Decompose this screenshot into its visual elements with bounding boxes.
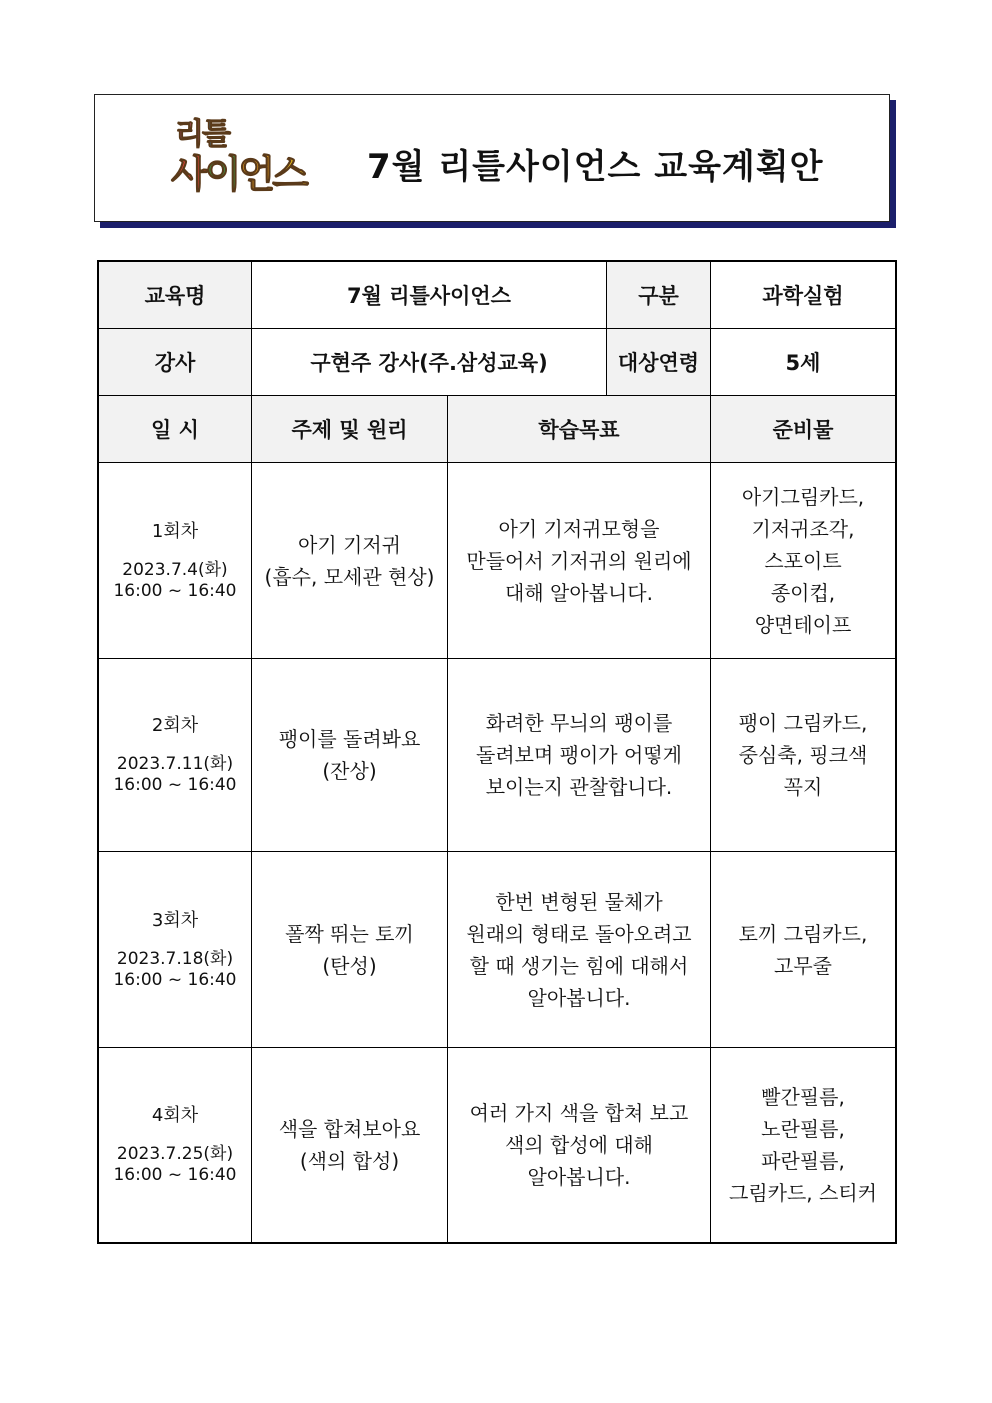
session-goal: 여러 가지 색을 합쳐 보고 색의 합성에 대해 알아봅니다.: [448, 1048, 711, 1243]
col-header-goal: 학습목표: [448, 396, 711, 463]
instructor-value: 구현주 강사(주.삼성교육): [252, 329, 607, 396]
col-header-date: 일 시: [99, 396, 252, 463]
session-date-cell: [99, 852, 252, 1048]
table-row: [99, 852, 896, 1048]
session-number: 4회차: [151, 1105, 199, 1126]
little-science-logo: [171, 117, 341, 201]
session-time: 16:00 ~ 16:40: [113, 969, 237, 990]
session-date: 2023.7.4(화): [122, 559, 228, 580]
session-date-cell: [99, 1048, 252, 1243]
logo-char-2: 이: [204, 152, 239, 196]
session-materials: 아기그림카드, 기저귀조각, 스포이트 종이컵, 양면테이프: [711, 463, 896, 659]
session-time: 16:00 ~ 16:40: [113, 580, 237, 601]
edu-name-label: 교육명: [99, 262, 252, 329]
session-materials: 빨간필름, 노란필름, 파란필름, 그림카드, 스티커: [711, 1048, 896, 1243]
session-date: 2023.7.25(화): [116, 1144, 234, 1164]
session-date-cell: [99, 659, 252, 852]
session-time: 16:00 ~ 16:40: [113, 775, 237, 795]
session-topic: 아기 기저귀 (흡수, 모세관 현상): [252, 463, 448, 659]
session-number: 3회차: [151, 909, 199, 931]
session-date: 2023.7.11(화): [116, 754, 234, 774]
session-goal: 한번 변형된 물체가 원래의 형태로 돌아오려고 할 때 생기는 힘에 대해서 알아봅니다.: [448, 852, 711, 1048]
table-row: [99, 1048, 896, 1243]
logo-top-char-2: 틀: [201, 117, 229, 152]
title-box: [94, 94, 890, 222]
category-value: 과학실험: [711, 262, 896, 329]
logo-char-4: 스: [272, 152, 306, 196]
instructor-label: 강사: [99, 329, 252, 396]
table-row: [99, 659, 896, 852]
session-number: 1회차: [151, 520, 199, 542]
session-number: 2회차: [151, 715, 199, 736]
education-plan-table: [98, 261, 896, 1243]
age-label: 대상연령: [607, 329, 711, 396]
session-time: 16:00 ~ 16:40: [113, 1165, 237, 1185]
logo-char-3: 언: [238, 152, 273, 196]
column-header-row: [99, 396, 896, 463]
session-materials: 토끼 그림카드, 고무줄: [711, 852, 896, 1048]
session-date-cell: [99, 463, 252, 659]
col-header-topic: 주제 및 원리: [252, 396, 448, 463]
table-row: [99, 463, 896, 659]
logo-char-1: 사: [171, 152, 205, 196]
info-row-2: [99, 329, 896, 396]
session-topic: 폴짝 뛰는 토끼 (탄성): [252, 852, 448, 1048]
session-goal: 화려한 무늬의 팽이를 돌려보며 팽이가 어떻게 보이는지 관찰합니다.: [448, 659, 711, 852]
logo-bottom-text: [171, 151, 306, 197]
category-label: 구분: [607, 262, 711, 329]
session-date: 2023.7.18(화): [116, 948, 234, 969]
session-topic: 색을 합쳐보아요 (색의 합성): [252, 1048, 448, 1243]
logo-top-char-1: 리: [175, 117, 202, 152]
info-row-1: [99, 262, 896, 329]
page-title: 7월 리틀사이언스 교육계획안: [367, 147, 824, 187]
age-value: 5세: [711, 329, 896, 396]
session-goal: 아기 기저귀모형을 만들어서 기저귀의 원리에 대해 알아봅니다.: [448, 463, 711, 659]
session-topic: 팽이를 돌려봐요 (잔상): [252, 659, 448, 852]
session-materials: 팽이 그림카드, 중심축, 핑크색 꼭지: [711, 659, 896, 852]
title-banner: [94, 94, 890, 222]
logo-top-text: [175, 117, 229, 153]
edu-name-value: 7월 리틀사이언스: [252, 262, 607, 329]
col-header-materials: 준비물: [711, 396, 896, 463]
